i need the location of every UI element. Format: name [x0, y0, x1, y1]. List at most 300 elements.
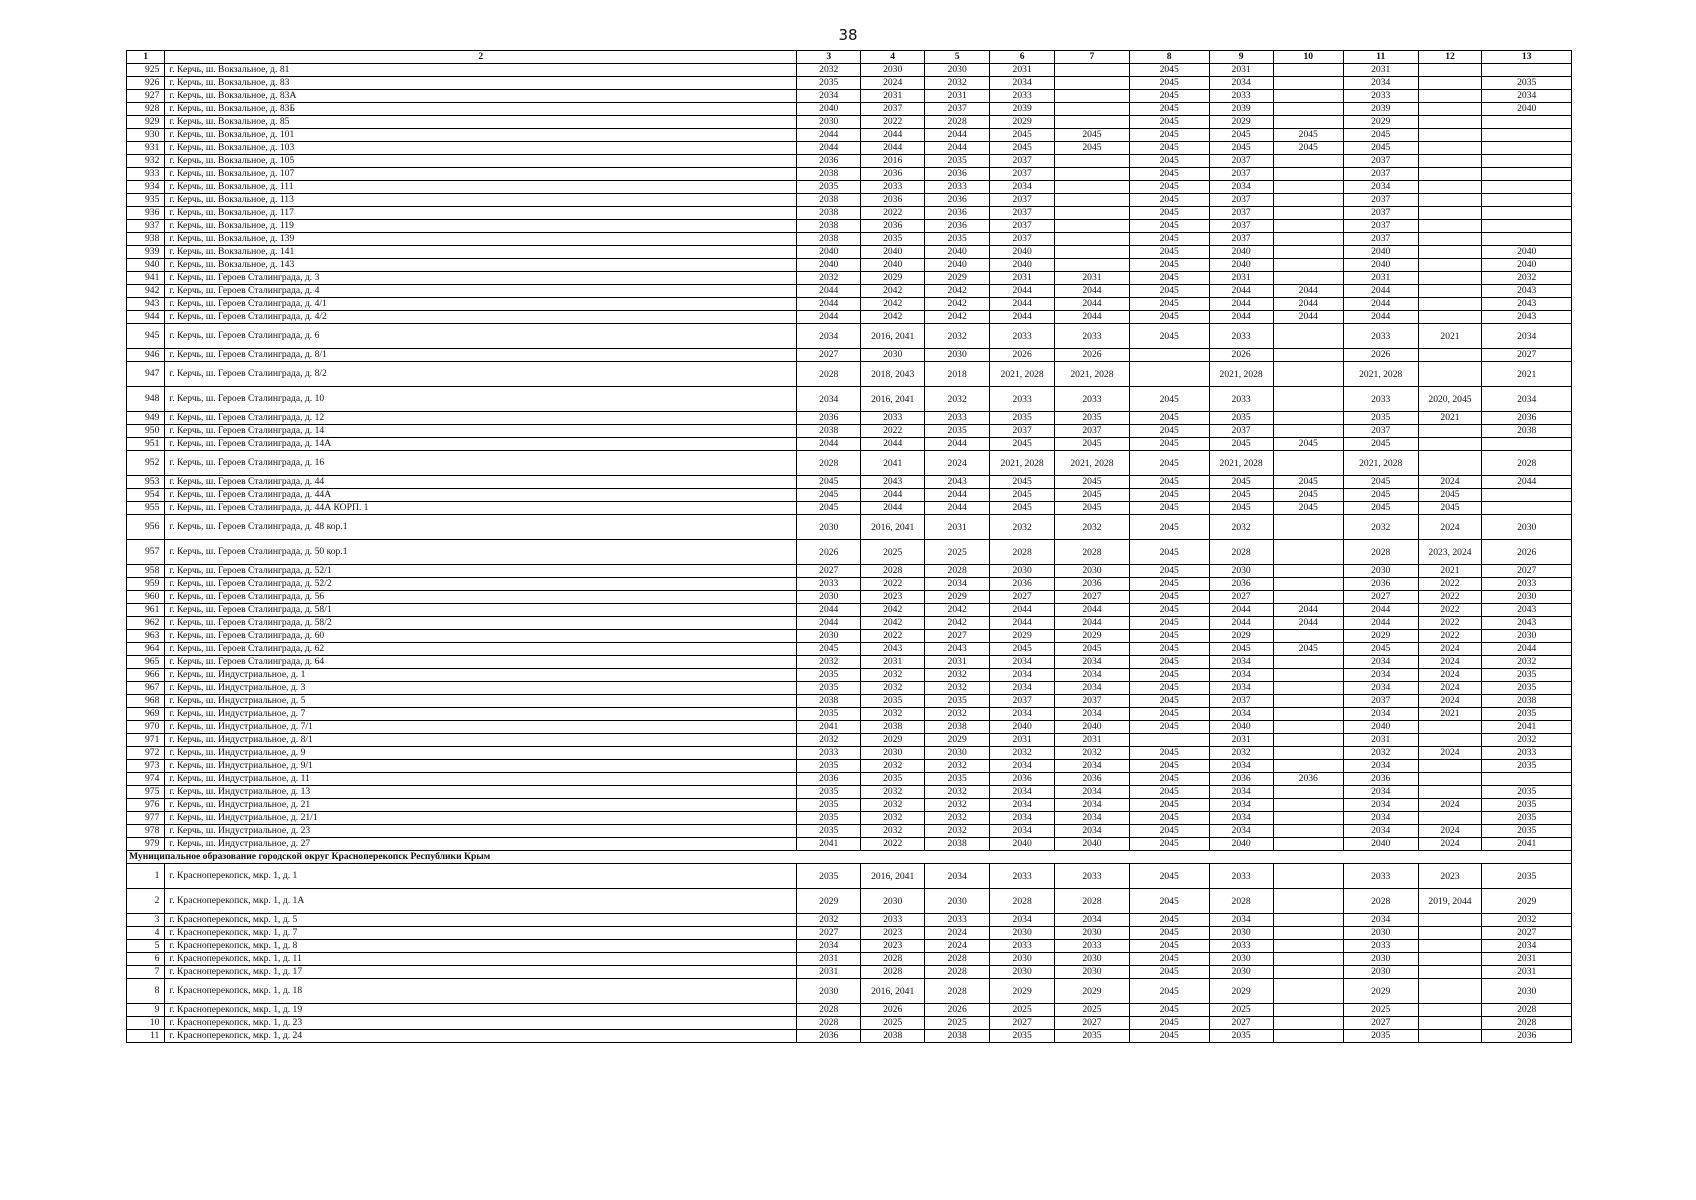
- year-cell-col9: 2032: [1209, 747, 1273, 760]
- year-cell-col6: 2037: [990, 168, 1055, 181]
- year-cell-col8: 2045: [1129, 489, 1209, 502]
- address-cell: г. Керчь, ш. Индустриальное, д. 21/1: [165, 812, 797, 825]
- year-cell-col12: 2024: [1418, 476, 1482, 489]
- year-cell-col3: 2033: [797, 747, 861, 760]
- row-number: 939: [127, 246, 165, 259]
- row-number: 978: [127, 825, 165, 838]
- year-cell-col5: 2044: [925, 129, 990, 142]
- year-cell-col11: 2045: [1343, 489, 1418, 502]
- year-cell-col12: [1418, 927, 1482, 940]
- year-cell-col13: [1482, 489, 1572, 502]
- year-cell-col13: 2027: [1482, 349, 1572, 362]
- year-cell-col6: 2037: [990, 233, 1055, 246]
- year-cell-col4: 2029: [861, 734, 925, 747]
- year-cell-col3: 2044: [797, 298, 861, 311]
- year-cell-col8: 2045: [1129, 220, 1209, 233]
- year-cell-col9: 2033: [1209, 864, 1273, 889]
- year-cell-col10: [1273, 220, 1343, 233]
- year-cell-col12: [1418, 64, 1482, 77]
- row-number: 951: [127, 438, 165, 451]
- year-cell-col7: 2044: [1055, 285, 1130, 298]
- year-cell-col8: 2045: [1129, 927, 1209, 940]
- year-cell-col8: 2045: [1129, 451, 1209, 476]
- year-cell-col6: 2044: [990, 311, 1055, 324]
- year-cell-col6: 2029: [990, 116, 1055, 129]
- year-cell-col13: 2030: [1482, 979, 1572, 1004]
- year-cell-col8: 2045: [1129, 695, 1209, 708]
- year-cell-col9: 2030: [1209, 927, 1273, 940]
- year-cell-col5: 2033: [925, 412, 990, 425]
- year-cell-col13: 2034: [1482, 940, 1572, 953]
- year-cell-col12: 2024: [1418, 682, 1482, 695]
- year-cell-col8: [1129, 734, 1209, 747]
- year-cell-col5: 2024: [925, 940, 990, 953]
- year-cell-col5: 2037: [925, 103, 990, 116]
- address-cell: г. Керчь, ш. Индустриальное, д. 21: [165, 799, 797, 812]
- year-cell-col6: 2027: [990, 591, 1055, 604]
- year-cell-col5: 2031: [925, 90, 990, 103]
- table-row: [127, 259, 1572, 272]
- year-cell-col11: 2030: [1343, 953, 1418, 966]
- year-cell-col9: 2044: [1209, 298, 1273, 311]
- year-cell-col5: 2040: [925, 246, 990, 259]
- year-cell-col13: 2032: [1482, 734, 1572, 747]
- year-cell-col12: 2024: [1418, 695, 1482, 708]
- year-cell-col5: 2028: [925, 966, 990, 979]
- year-cell-col3: 2038: [797, 207, 861, 220]
- schedule-table: [126, 50, 1572, 1043]
- year-cell-col5: 2034: [925, 578, 990, 591]
- year-cell-col6: 2034: [990, 914, 1055, 927]
- year-cell-col5: 2035: [925, 695, 990, 708]
- year-cell-col6: 2021, 2028: [990, 362, 1055, 387]
- year-cell-col8: 2045: [1129, 914, 1209, 927]
- year-cell-col9: 2037: [1209, 207, 1273, 220]
- year-cell-col9: 2033: [1209, 387, 1273, 412]
- year-cell-col3: 2035: [797, 669, 861, 682]
- year-cell-col8: 2045: [1129, 940, 1209, 953]
- year-cell-col9: 2031: [1209, 272, 1273, 285]
- year-cell-col9: 2040: [1209, 259, 1273, 272]
- year-cell-col5: 2044: [925, 502, 990, 515]
- page-number: 38: [838, 26, 858, 44]
- year-cell-col13: [1482, 116, 1572, 129]
- table-row: [127, 181, 1572, 194]
- year-cell-col7: [1055, 90, 1130, 103]
- year-cell-col5: 2036: [925, 194, 990, 207]
- year-cell-col11: 2040: [1343, 259, 1418, 272]
- table-row: [127, 747, 1572, 760]
- year-cell-col10: [1273, 591, 1343, 604]
- year-cell-col7: 2045: [1055, 438, 1130, 451]
- year-cell-col13: 2029: [1482, 889, 1572, 914]
- year-cell-col5: 2030: [925, 64, 990, 77]
- year-cell-col11: 2045: [1343, 476, 1418, 489]
- year-cell-col10: [1273, 630, 1343, 643]
- year-cell-col6: 2045: [990, 476, 1055, 489]
- year-cell-col4: 2032: [861, 682, 925, 695]
- year-cell-col6: 2044: [990, 617, 1055, 630]
- address-cell: г. Керчь, ш. Героев Сталинграда, д. 8/1: [165, 349, 797, 362]
- year-cell-col10: [1273, 695, 1343, 708]
- table-row: [127, 708, 1572, 721]
- year-cell-col3: 2045: [797, 476, 861, 489]
- row-number: 961: [127, 604, 165, 617]
- year-cell-col10: [1273, 669, 1343, 682]
- year-cell-col4: 2033: [861, 914, 925, 927]
- year-cell-col11: 2032: [1343, 747, 1418, 760]
- column-header-2: 2: [165, 51, 797, 64]
- year-cell-col8: 2045: [1129, 786, 1209, 799]
- year-cell-col6: 2045: [990, 489, 1055, 502]
- table-row: [127, 838, 1572, 851]
- year-cell-col7: 2035: [1055, 412, 1130, 425]
- year-cell-col5: 2035: [925, 425, 990, 438]
- year-cell-col8: 2045: [1129, 760, 1209, 773]
- address-cell: г. Керчь, ш. Индустриальное, д. 7: [165, 708, 797, 721]
- year-cell-col8: 2045: [1129, 578, 1209, 591]
- year-cell-col3: 2045: [797, 489, 861, 502]
- year-cell-col4: 2044: [861, 489, 925, 502]
- row-number: 963: [127, 630, 165, 643]
- table-row: [127, 489, 1572, 502]
- table-row: [127, 630, 1572, 643]
- year-cell-col13: 2033: [1482, 578, 1572, 591]
- year-cell-col8: 2045: [1129, 515, 1209, 540]
- year-cell-col8: 2045: [1129, 272, 1209, 285]
- year-cell-col5: 2031: [925, 515, 990, 540]
- table-row: [127, 298, 1572, 311]
- address-cell: г. Керчь, ш. Вокзальное, д. 83А: [165, 90, 797, 103]
- year-cell-col10: [1273, 155, 1343, 168]
- address-cell: г. Керчь, ш. Индустриальное, д. 5: [165, 695, 797, 708]
- year-cell-col13: 2028: [1482, 1004, 1572, 1017]
- year-cell-col4: 2022: [861, 578, 925, 591]
- row-number: 965: [127, 656, 165, 669]
- table-row: [127, 349, 1572, 362]
- year-cell-col7: 2033: [1055, 387, 1130, 412]
- year-cell-col11: 2037: [1343, 220, 1418, 233]
- year-cell-col11: 2044: [1343, 298, 1418, 311]
- column-number-header: [127, 51, 1572, 64]
- year-cell-col4: 2016, 2041: [861, 979, 925, 1004]
- table-row: [127, 721, 1572, 734]
- year-cell-col8: 2045: [1129, 708, 1209, 721]
- year-cell-col8: 2045: [1129, 116, 1209, 129]
- year-cell-col12: [1418, 116, 1482, 129]
- year-cell-col10: 2045: [1273, 142, 1343, 155]
- year-cell-col9: 2045: [1209, 502, 1273, 515]
- year-cell-col12: [1418, 246, 1482, 259]
- year-cell-col6: 2031: [990, 272, 1055, 285]
- year-cell-col11: 2044: [1343, 311, 1418, 324]
- year-cell-col7: 2034: [1055, 760, 1130, 773]
- table-row: [127, 233, 1572, 246]
- year-cell-col8: 2045: [1129, 103, 1209, 116]
- year-cell-col7: 2029: [1055, 630, 1130, 643]
- table-row: [127, 578, 1572, 591]
- year-cell-col3: 2027: [797, 565, 861, 578]
- year-cell-col4: 2016, 2041: [861, 324, 925, 349]
- year-cell-col6: 2025: [990, 1004, 1055, 1017]
- year-cell-col13: 2034: [1482, 387, 1572, 412]
- year-cell-col4: 2030: [861, 889, 925, 914]
- year-cell-col6: 2033: [990, 387, 1055, 412]
- table-row: [127, 799, 1572, 812]
- row-number: 966: [127, 669, 165, 682]
- year-cell-col4: 2042: [861, 311, 925, 324]
- year-cell-col9: 2045: [1209, 142, 1273, 155]
- year-cell-col10: [1273, 116, 1343, 129]
- year-cell-col3: 2034: [797, 324, 861, 349]
- year-cell-col10: [1273, 90, 1343, 103]
- year-cell-col6: 2027: [990, 1017, 1055, 1030]
- year-cell-col8: 2045: [1129, 1004, 1209, 1017]
- year-cell-col10: [1273, 940, 1343, 953]
- column-header-13: 13: [1482, 51, 1572, 64]
- year-cell-col6: 2033: [990, 864, 1055, 889]
- row-number: 972: [127, 747, 165, 760]
- year-cell-col6: 2045: [990, 129, 1055, 142]
- year-cell-col13: [1482, 207, 1572, 220]
- year-cell-col6: 2034: [990, 77, 1055, 90]
- year-cell-col11: 2037: [1343, 155, 1418, 168]
- row-number: 958: [127, 565, 165, 578]
- year-cell-col11: 2033: [1343, 90, 1418, 103]
- year-cell-col4: 2022: [861, 838, 925, 851]
- year-cell-col9: 2031: [1209, 64, 1273, 77]
- year-cell-col11: 2034: [1343, 656, 1418, 669]
- year-cell-col7: [1055, 168, 1130, 181]
- year-cell-col11: 2034: [1343, 812, 1418, 825]
- year-cell-col4: 2037: [861, 103, 925, 116]
- year-cell-col4: 2042: [861, 604, 925, 617]
- table-row: [127, 64, 1572, 77]
- year-cell-col7: 2026: [1055, 349, 1130, 362]
- year-cell-col6: 2034: [990, 656, 1055, 669]
- year-cell-col5: 2044: [925, 142, 990, 155]
- year-cell-col5: 2024: [925, 451, 990, 476]
- year-cell-col12: [1418, 155, 1482, 168]
- year-cell-col8: 2045: [1129, 207, 1209, 220]
- year-cell-col11: 2037: [1343, 425, 1418, 438]
- table-row: [127, 476, 1572, 489]
- address-cell: г. Керчь, ш. Вокзальное, д. 105: [165, 155, 797, 168]
- year-cell-col10: [1273, 194, 1343, 207]
- column-header-6: 6: [990, 51, 1055, 64]
- year-cell-col4: 2032: [861, 799, 925, 812]
- year-cell-col12: [1418, 103, 1482, 116]
- year-cell-col5: 2032: [925, 77, 990, 90]
- year-cell-col13: 2027: [1482, 927, 1572, 940]
- year-cell-col12: [1418, 285, 1482, 298]
- year-cell-col7: 2045: [1055, 489, 1130, 502]
- year-cell-col4: 2035: [861, 233, 925, 246]
- year-cell-col9: 2030: [1209, 953, 1273, 966]
- address-cell: г. Красноперекопск, мкр. 1, д. 11: [165, 953, 797, 966]
- year-cell-col8: 2045: [1129, 889, 1209, 914]
- year-cell-col3: 2044: [797, 438, 861, 451]
- year-cell-col7: 2025: [1055, 1004, 1130, 1017]
- row-number: 950: [127, 425, 165, 438]
- year-cell-col6: 2021, 2028: [990, 451, 1055, 476]
- row-number: 945: [127, 324, 165, 349]
- year-cell-col6: 2039: [990, 103, 1055, 116]
- year-cell-col4: 2028: [861, 966, 925, 979]
- year-cell-col10: [1273, 656, 1343, 669]
- row-number: 938: [127, 233, 165, 246]
- address-cell: г. Керчь, ш. Вокзальное, д. 117: [165, 207, 797, 220]
- year-cell-col11: 2033: [1343, 387, 1418, 412]
- year-cell-col4: 2033: [861, 412, 925, 425]
- year-cell-col8: 2045: [1129, 669, 1209, 682]
- year-cell-col10: [1273, 914, 1343, 927]
- year-cell-col11: 2037: [1343, 168, 1418, 181]
- year-cell-col10: [1273, 747, 1343, 760]
- column-header-5: 5: [925, 51, 990, 64]
- table-row: [127, 272, 1572, 285]
- section-title: Муниципальное образование городской округ Красноперекопск Республики Крым: [127, 851, 1572, 864]
- year-cell-col12: [1418, 1004, 1482, 1017]
- table-row: [127, 966, 1572, 979]
- year-cell-col10: [1273, 812, 1343, 825]
- row-number: 6: [127, 953, 165, 966]
- year-cell-col8: 2045: [1129, 259, 1209, 272]
- year-cell-col4: 2044: [861, 502, 925, 515]
- address-cell: г. Красноперекопск, мкр. 1, д. 1А: [165, 889, 797, 914]
- year-cell-col7: [1055, 155, 1130, 168]
- year-cell-col5: 2043: [925, 476, 990, 489]
- year-cell-col11: 2031: [1343, 734, 1418, 747]
- year-cell-col5: 2032: [925, 825, 990, 838]
- year-cell-col9: 2026: [1209, 349, 1273, 362]
- year-cell-col4: 2016, 2041: [861, 387, 925, 412]
- year-cell-col12: [1418, 272, 1482, 285]
- year-cell-col4: 2022: [861, 630, 925, 643]
- year-cell-col11: 2034: [1343, 682, 1418, 695]
- year-cell-col10: [1273, 324, 1343, 349]
- year-cell-col13: 2043: [1482, 311, 1572, 324]
- year-cell-col9: 2033: [1209, 90, 1273, 103]
- year-cell-col11: 2037: [1343, 207, 1418, 220]
- year-cell-col3: 2031: [797, 966, 861, 979]
- row-number: 949: [127, 412, 165, 425]
- year-cell-col7: 2034: [1055, 914, 1130, 927]
- year-cell-col3: 2044: [797, 604, 861, 617]
- year-cell-col11: 2037: [1343, 194, 1418, 207]
- year-cell-col4: 2036: [861, 168, 925, 181]
- address-cell: г. Керчь, ш. Вокзальное, д. 101: [165, 129, 797, 142]
- year-cell-col7: 2040: [1055, 721, 1130, 734]
- year-cell-col13: 2031: [1482, 966, 1572, 979]
- year-cell-col7: [1055, 233, 1130, 246]
- year-cell-col5: 2032: [925, 786, 990, 799]
- year-cell-col13: [1482, 194, 1572, 207]
- year-cell-col10: [1273, 451, 1343, 476]
- year-cell-col9: 2034: [1209, 786, 1273, 799]
- year-cell-col12: [1418, 1030, 1482, 1043]
- year-cell-col7: 2034: [1055, 669, 1130, 682]
- schedule-table-container: [126, 50, 1572, 1043]
- address-cell: г. Красноперекопск, мкр. 1, д. 1: [165, 864, 797, 889]
- year-cell-col13: 2033: [1482, 747, 1572, 760]
- year-cell-col4: 2030: [861, 64, 925, 77]
- year-cell-col3: 2030: [797, 630, 861, 643]
- row-number: 941: [127, 272, 165, 285]
- year-cell-col7: 2034: [1055, 825, 1130, 838]
- year-cell-col10: [1273, 760, 1343, 773]
- address-cell: г. Керчь, ш. Вокзальное, д. 107: [165, 168, 797, 181]
- table-row: [127, 324, 1572, 349]
- address-cell: г. Керчь, ш. Индустриальное, д. 3: [165, 682, 797, 695]
- row-number: 9: [127, 1004, 165, 1017]
- year-cell-col6: 2035: [990, 1030, 1055, 1043]
- year-cell-col4: 2032: [861, 812, 925, 825]
- table-row: [127, 669, 1572, 682]
- address-cell: г. Керчь, ш. Героев Сталинграда, д. 14: [165, 425, 797, 438]
- row-number: 927: [127, 90, 165, 103]
- row-number: 937: [127, 220, 165, 233]
- year-cell-col13: 2032: [1482, 272, 1572, 285]
- year-cell-col11: 2027: [1343, 1017, 1418, 1030]
- year-cell-col12: 2021: [1418, 565, 1482, 578]
- address-cell: г. Керчь, ш. Индустриальное, д. 9: [165, 747, 797, 760]
- year-cell-col7: 2033: [1055, 324, 1130, 349]
- year-cell-col12: 2022: [1418, 591, 1482, 604]
- year-cell-col10: 2044: [1273, 604, 1343, 617]
- year-cell-col4: 2024: [861, 77, 925, 90]
- year-cell-col13: 2036: [1482, 1030, 1572, 1043]
- year-cell-col8: 2045: [1129, 502, 1209, 515]
- year-cell-col3: 2040: [797, 259, 861, 272]
- table-row: [127, 142, 1572, 155]
- year-cell-col5: 2026: [925, 1004, 990, 1017]
- year-cell-col10: [1273, 565, 1343, 578]
- year-cell-col9: 2034: [1209, 760, 1273, 773]
- address-cell: г. Красноперекопск, мкр. 1, д. 18: [165, 979, 797, 1004]
- year-cell-col13: 2040: [1482, 246, 1572, 259]
- year-cell-col3: 2029: [797, 889, 861, 914]
- year-cell-col11: 2045: [1343, 438, 1418, 451]
- year-cell-col12: 2024: [1418, 838, 1482, 851]
- year-cell-col9: 2037: [1209, 168, 1273, 181]
- year-cell-col11: 2030: [1343, 966, 1418, 979]
- year-cell-col7: 2034: [1055, 812, 1130, 825]
- year-cell-col13: [1482, 502, 1572, 515]
- year-cell-col7: [1055, 116, 1130, 129]
- year-cell-col13: [1482, 168, 1572, 181]
- address-cell: г. Керчь, ш. Индустриальное, д. 11: [165, 773, 797, 786]
- year-cell-col13: [1482, 64, 1572, 77]
- year-cell-col6: 2035: [990, 412, 1055, 425]
- year-cell-col11: 2034: [1343, 786, 1418, 799]
- year-cell-col9: 2034: [1209, 812, 1273, 825]
- year-cell-col8: 2045: [1129, 812, 1209, 825]
- year-cell-col3: 2030: [797, 591, 861, 604]
- year-cell-col3: 2044: [797, 617, 861, 630]
- year-cell-col13: 2035: [1482, 786, 1572, 799]
- year-cell-col8: 2045: [1129, 285, 1209, 298]
- year-cell-col9: 2030: [1209, 565, 1273, 578]
- year-cell-col8: 2045: [1129, 64, 1209, 77]
- table-row: [127, 786, 1572, 799]
- year-cell-col11: 2034: [1343, 181, 1418, 194]
- table-body: [127, 64, 1572, 1043]
- year-cell-col10: [1273, 272, 1343, 285]
- table-row: [127, 129, 1572, 142]
- year-cell-col9: 2035: [1209, 1030, 1273, 1043]
- year-cell-col8: 2045: [1129, 129, 1209, 142]
